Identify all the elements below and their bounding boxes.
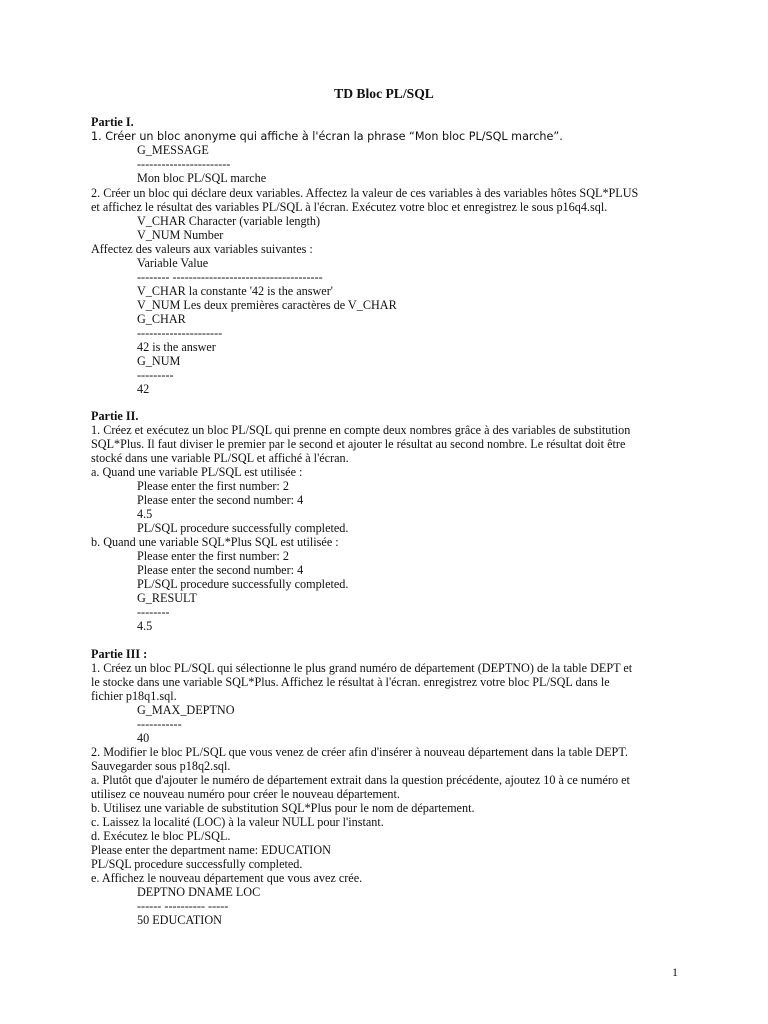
output-line: 50 EDUCATION bbox=[137, 913, 222, 927]
paragraph-line: Sauvegarder sous p18q2.sql. bbox=[91, 759, 231, 773]
assign-intro: Affectez des valeurs aux variables suivantes : bbox=[91, 242, 313, 256]
output-line: Mon bloc PL/SQL marche bbox=[137, 171, 267, 185]
output-line: Variable Value bbox=[137, 256, 209, 270]
paragraph-line: le stocke dans une variable SQL*Plus. Affichez le résultat à l'écran. enregistrez votre bloc PL/SQL dans le bbox=[91, 675, 610, 689]
output-line: --------------------- bbox=[137, 326, 223, 340]
section-heading-partie-1: Partie I. bbox=[91, 115, 134, 129]
paragraph-line: SQL*Plus. Il faut diviser le premier par le second et ajouter le résultat au second nombre. Le résultat doit être bbox=[91, 437, 626, 451]
section-heading-partie-2: Partie II. bbox=[91, 409, 139, 423]
output-line: G_CHAR bbox=[137, 312, 186, 326]
output-line: 4.5 bbox=[137, 507, 153, 521]
output-line: -------- ------------------------------------- bbox=[137, 270, 323, 284]
paragraph-line: 1. Créez et exécutez un bloc PL/SQL qui prenne en compte deux nombres grâce à des variables de substitution bbox=[91, 423, 631, 437]
section-heading-partie-3: Partie III : bbox=[91, 647, 148, 661]
paragraph-line: b. Utilisez une variable de substitution SQL*Plus pour le nom de département. bbox=[91, 801, 475, 815]
page-number: 1 bbox=[672, 965, 678, 979]
output-line: 42 bbox=[137, 382, 150, 396]
subquestion-a-label: a. Quand une variable PL/SQL est utilisée : bbox=[91, 465, 303, 479]
output-line: PL/SQL procedure successfully completed. bbox=[137, 521, 349, 535]
output-line: PL/SQL procedure successfully completed. bbox=[137, 577, 349, 591]
output-line: V_NUM Les deux premières caractères de V_CHAR bbox=[137, 298, 397, 312]
output-line: Please enter the second number: 4 bbox=[137, 493, 304, 507]
paragraph-line: c. Laissez la localité (LOC) à la valeur NULL pour l'instant. bbox=[91, 815, 384, 829]
output-line: 4.5 bbox=[137, 619, 153, 633]
paragraph-line: PL/SQL procedure successfully completed. bbox=[91, 857, 303, 871]
paragraph-line: a. Plutôt que d'ajouter le numéro de département extrait dans la question précédente, ajoutez 10 à ce numéro et bbox=[91, 773, 630, 787]
question-2-text: 2. Créer un bloc qui déclare deux variables. Affectez la valeur de ces variables à des variables hôtes SQL*PLUS bbox=[91, 186, 639, 200]
output-line: V_CHAR la constante '42 is the answer' bbox=[137, 284, 333, 298]
output-line: ----------- bbox=[137, 717, 182, 731]
paragraph-line: stocké dans une variable PL/SQL et affiché à l'écran. bbox=[91, 451, 349, 465]
output-line: 42 is the answer bbox=[137, 340, 216, 354]
output-line: G_NUM bbox=[137, 354, 181, 368]
paragraph-line: utilisez ce nouveau numéro pour créer le nouveau département. bbox=[91, 787, 400, 801]
paragraph-line: e. Affichez le nouveau département que vous avez crée. bbox=[91, 871, 363, 885]
output-line: -------- bbox=[137, 605, 170, 619]
question-2-text: et affichez le résultat des variables PL/SQL à l'écran. Exécutez votre bloc et enregistrez le sous p16q4.sql. bbox=[91, 200, 608, 214]
output-line: ----------------------- bbox=[137, 157, 231, 171]
variable-declaration: V_CHAR Character (variable length) bbox=[137, 214, 321, 228]
paragraph-line: fichier p18q1.sql. bbox=[91, 689, 177, 703]
paragraph-line: 2. Modifier le bloc PL/SQL que vous venez de créer afin d'insérer à nouveau département dans la table DEPT. bbox=[91, 745, 628, 759]
output-line: Please enter the second number: 4 bbox=[137, 563, 304, 577]
output-line: 40 bbox=[137, 731, 150, 745]
output-line: Please enter the first number: 2 bbox=[137, 479, 289, 493]
paragraph-line: 1. Créez un bloc PL/SQL qui sélectionne le plus grand numéro de département (DEPTNO) de la table DEPT et bbox=[91, 661, 633, 675]
subquestion-b-label: b. Quand une variable SQL*Plus SQL est utilisée : bbox=[91, 535, 339, 549]
output-line: G_RESULT bbox=[137, 591, 197, 605]
output-line: Please enter the first number: 2 bbox=[137, 549, 289, 563]
document-title: TD Bloc PL/SQL bbox=[334, 86, 434, 101]
output-line: --------- bbox=[137, 368, 174, 382]
output-line: G_MAX_DEPTNO bbox=[137, 703, 235, 717]
output-line: ------ ---------- ----- bbox=[137, 899, 229, 913]
paragraph-line: d. Exécutez le bloc PL/SQL. bbox=[91, 829, 231, 843]
paragraph-line: Please enter the department name: EDUCATION bbox=[91, 843, 331, 857]
output-line: DEPTNO DNAME LOC bbox=[137, 885, 261, 899]
variable-declaration: V_NUM Number bbox=[137, 228, 224, 242]
output-line: G_MESSAGE bbox=[137, 143, 209, 157]
question-1-text: 1. Créer un bloc anonyme qui affiche à l'écran la phrase “Mon bloc PL/SQL marche”. bbox=[91, 130, 563, 143]
